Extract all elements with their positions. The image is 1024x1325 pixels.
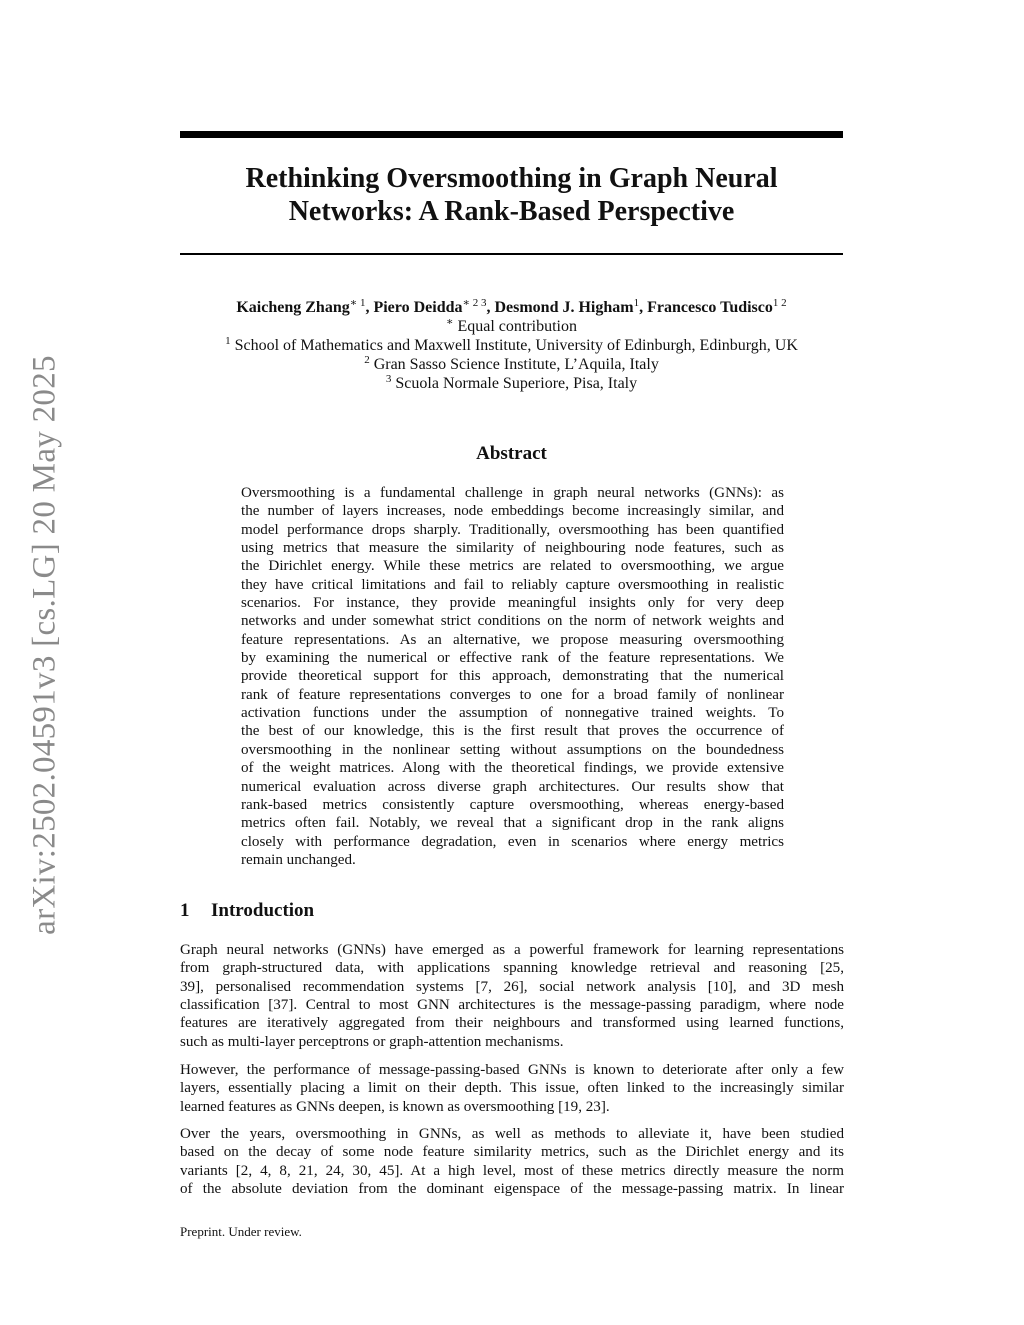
abstract-line: they have critical limitations and fail to reliably capture oversmoothing in realistic <box>241 576 784 593</box>
abstract-line: networks and under somewhat strict conditions on the norm of network weights and <box>241 613 784 630</box>
abstract-line: feature representations. As an alternative, we propose measuring oversmoothing <box>241 631 784 648</box>
abstract-line: provide theoretical support for this approach, demonstrating that the numerical <box>241 668 784 685</box>
author-affiliation-marks: 1 2 <box>772 297 787 309</box>
abstract-line: the Dirichlet energy. While these metrics are related to oversmoothing, we argue <box>241 558 784 575</box>
equal-contribution-text: Equal contribution <box>457 318 577 335</box>
affiliation-mark: 2 <box>364 354 370 366</box>
footnote-mark: ∗ <box>445 316 454 328</box>
title-line: Networks: A Rank-Based Perspective <box>288 196 735 227</box>
paragraph-line: classification [37]. Central to most GNN architectures is the message-passing paradigm, where node <box>180 997 844 1014</box>
intro-paragraph <box>180 1125 844 1198</box>
paragraph-line: 39], personalised recommendation systems [7, 26], social network analysis [10], and 3D mesh <box>180 978 844 995</box>
abstract-line: oversmoothing in the nonlinear setting without assumptions on the boundedness <box>241 741 784 758</box>
section-title: Introduction <box>211 900 315 921</box>
paragraph-line: Over the years, oversmoothing in GNNs, as well as methods to alleviate it, have been studied <box>180 1126 844 1142</box>
title-bottom-rule <box>180 253 843 255</box>
paragraph-line: based on the decay of some node feature similarity metrics, such as the Dirichlet energy and its <box>180 1144 844 1161</box>
abstract-line: remain unchanged. <box>241 851 356 868</box>
intro-paragraph <box>180 941 844 1051</box>
section-heading-introduction <box>180 900 314 922</box>
abstract-line: activation functions under the assumption of nonnegative trained weights. To <box>241 705 784 722</box>
author-list: Kaicheng Zhang$^{∗ 1}$, Piero Deidda$^{∗ 2 3}$, Desmond J. Higham$^1$, Francesco Tudisco$^{1 2}$ <box>236 297 787 316</box>
abstract-line: the best of our knowledge, this is the first result that proves the occurrence of <box>241 723 784 740</box>
abstract-line: model performance drops sharply. Traditionally, oversmoothing has been quantified <box>241 521 784 538</box>
paragraph-line: Graph neural networks (GNNs) have emerged as a powerful framework for learning representations <box>180 942 844 958</box>
paragraph-line: layers, essentially placing a limit on their depth. This issue, often linked to the increasingly similar <box>180 1080 844 1097</box>
paragraph-line: features are iteratively aggregated from their neighbours and transformed using learned functions, <box>180 1015 844 1032</box>
abstract-line: by examining the numerical or effective rank of the feature representations. We <box>241 650 784 667</box>
paper-title <box>180 162 843 228</box>
affiliation <box>140 374 883 393</box>
affiliation-mark: 1 <box>225 335 231 347</box>
author-affiliation-marks: 1 <box>633 297 640 309</box>
abstract-line: scenarios. For instance, they provide meaningful insights only for very deep <box>241 595 784 612</box>
paragraph-line: from graph-structured data, with applications spanning knowledge retrieval and reasoning [25, <box>180 960 844 977</box>
author-affiliation-marks: ∗ 2 3 <box>462 297 487 309</box>
affiliation <box>140 336 883 355</box>
abstract-line: using metrics that measure the similarity of neighbouring node features, such as <box>241 540 784 557</box>
abstract-line: Oversmoothing is a fundamental challenge in graph neural networks (GNNs): as <box>241 485 784 501</box>
footer-note: Preprint. Under review. <box>180 1224 302 1239</box>
author-name: Francesco Tudisco <box>647 299 773 316</box>
title-top-rule <box>180 131 843 138</box>
abstract-line: closely with performance degradation, even in scenarios where energy metrics <box>241 833 784 850</box>
abstract-line: of the weight matrices. Along with the theoretical findings, we provide extensive <box>241 760 784 777</box>
title-line: Rethinking Oversmoothing in Graph Neural <box>245 163 778 194</box>
abstract-line: numerical evaluation across diverse graph architectures. Our results show that <box>241 778 784 795</box>
author-name: Piero Deidda <box>373 299 463 316</box>
section-number: 1 <box>180 900 190 921</box>
affiliation <box>140 355 883 374</box>
paragraph-line: learned features as GNNs deepen, is known as oversmoothing [19, 23]. <box>180 1098 610 1115</box>
author-affiliation-marks: ∗ 1 <box>349 297 366 309</box>
author-name: Desmond J. Higham <box>494 299 634 316</box>
author-name: Kaicheng Zhang <box>236 299 350 316</box>
affiliation-text: School of Mathematics and Maxwell Institute, University of Edinburgh, Edinburgh, UK <box>234 337 798 354</box>
abstract-line: rank-based metrics consistently capture oversmoothing, whereas energy-based <box>241 796 784 813</box>
abstract-line: metrics often fail. Notably, we reveal that a significant drop in the rank aligns <box>241 815 784 832</box>
arxiv-identifier-stamp: arXiv:2502.04591v3 [cs.LG] 20 May 2025 <box>26 355 63 935</box>
equal-contribution-note <box>140 317 883 336</box>
paragraph-line: of the absolute deviation from the dominant eigenspace of the message-passing matrix. In linear <box>180 1181 844 1198</box>
paragraph-line: such as multi-layer perceptrons or graph-attention mechanisms. <box>180 1033 564 1050</box>
abstract-heading: Abstract <box>476 443 547 464</box>
affiliation-text: Gran Sasso Science Institute, L’Aquila, Italy <box>373 356 659 373</box>
abstract-line: the number of layers increases, node embeddings become increasingly similar, and <box>241 503 784 520</box>
author-block <box>140 298 883 393</box>
intro-paragraph <box>180 1061 844 1116</box>
abstract-line: rank of feature representations converges to one for a broad family of nonlinear <box>241 686 784 703</box>
paragraph-line: However, the performance of message-passing-based GNNs is known to deteriorate after only a few <box>180 1062 844 1078</box>
affiliation-mark: 3 <box>385 373 392 385</box>
paragraph-line: variants [2, 4, 8, 21, 24, 30, 45]. At a high level, most of these metrics directly measure the norm <box>180 1162 844 1179</box>
abstract-body <box>241 484 784 869</box>
affiliation-text: Scuola Normale Superiore, Pisa, Italy <box>395 375 638 392</box>
